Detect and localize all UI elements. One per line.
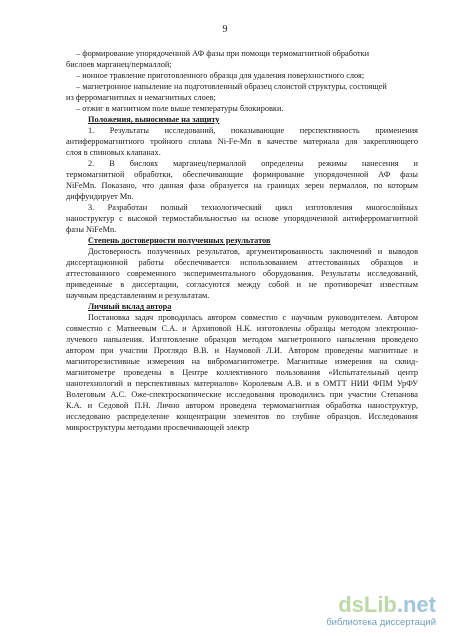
section-heading: Личный вклад автора xyxy=(88,302,172,311)
text-line: аттестованного современного экспериментального оборудования. Результаты исследований, xyxy=(66,269,418,278)
watermark-subtitle: библиотека диссертаций xyxy=(326,617,436,628)
watermark-logo: dsLib.net xyxy=(338,592,436,617)
page-number: 9 xyxy=(222,24,228,35)
text-line: Волеговым А.С. Оже-спектроскопические исследования проводились при участии Степанова xyxy=(66,390,418,399)
text-line: К.А. и Седовой П.Н. Лично автором проведена термомагнитная обработка наноструктур, xyxy=(66,401,418,410)
text-line: NiFeMn. Показано, что данная фаза образуется на границах зерен пермаллоя, по которым xyxy=(66,181,418,190)
text-line: 3. Разработан полный технологический цикл изготовления многослойных xyxy=(88,203,418,212)
section-heading: Положения, выносимые на защиту xyxy=(88,115,220,124)
text-line: – магнетронное напыление на подготовленный образец слоистой структуры, состоящей xyxy=(76,82,387,91)
text-line: 2. В бислоях марганец/пермаллой определены режимы нанесения и xyxy=(88,159,418,168)
watermark xyxy=(326,594,436,628)
section-heading: Степень достоверности полученных результатов xyxy=(88,236,271,245)
text-line: бислоев марганец/пермаллой; xyxy=(66,60,172,69)
text-line: наноструктур с высокой термостабильностью на основе упорядоченной антиферромагнитной xyxy=(66,214,418,223)
text-line: диффундирует Mn. xyxy=(66,192,134,201)
text-line: приведенные в диссертации, согласуются между собой и не противоречат известным xyxy=(66,280,418,289)
text-line: научным представлениям и результатам. xyxy=(66,291,210,300)
text-line: – отжиг в магнитном поле выше температуры блокировки. xyxy=(76,104,284,113)
text-line: автором при участии Проглядо В.В. и Наумовой Л.И. Автором проведены магнитные и xyxy=(66,346,418,355)
text-line: магниторезистивные измерения на вибромагнитометре. Магнитные измерения на сквид- xyxy=(66,357,418,366)
text-line: магнитометре проведены в Центре коллективного пользования «Испытательный центр xyxy=(66,368,418,377)
text-line: антиферромагнитного тройного сплава Ni-Fe-Mn в качестве материала для закрепляющего xyxy=(66,137,418,146)
text-line: 1. Результаты исследований, показывающие перспективность применения xyxy=(88,126,418,135)
body-text xyxy=(66,48,418,433)
text-line: совместно с Матвеевым С.А. и Архиповой Н.К. изготовлены образцы методом электронно- xyxy=(66,324,418,333)
text-line: лучевого напыления. Изготовление образцов методом магнетронного напыления проведено xyxy=(66,335,418,344)
text-line: Достоверность полученных результатов, аргументированность заключений и выводов xyxy=(88,247,418,256)
text-line: слоя в спиновых клапанах. xyxy=(66,148,161,157)
text-line: – формирование упорядоченной АФ фазы при помощи термомагнитной обработки xyxy=(76,49,370,58)
text-line: фазы NiFeMn. xyxy=(66,225,117,234)
text-line: нанотехнологий и перспективных материалов» Королевым А.В. и в ОМТТ НИИ ФПМ УрФУ xyxy=(66,379,418,388)
text-line: микроструктуры методами просвечивающей электр xyxy=(66,423,250,432)
text-line: – ионное травление приготовленного образца для удаления поверхностного слоя; xyxy=(76,71,365,80)
text-line: диссертационной работы обеспечивается использованием аттестованных образцов и xyxy=(66,258,418,267)
text-line: термомагнитной обработки, обеспечивающие формирование упорядоченной АФ фазы xyxy=(66,170,418,179)
text-line: Постановка задач проводилась автором совместно с научным руководителем. Автором xyxy=(88,313,418,322)
text-line: исследовано распределение концентрации элементов по глубине образцов. Исследования xyxy=(66,412,418,421)
text-line: из ферромагнитных и немагнитных слоев; xyxy=(66,93,216,102)
